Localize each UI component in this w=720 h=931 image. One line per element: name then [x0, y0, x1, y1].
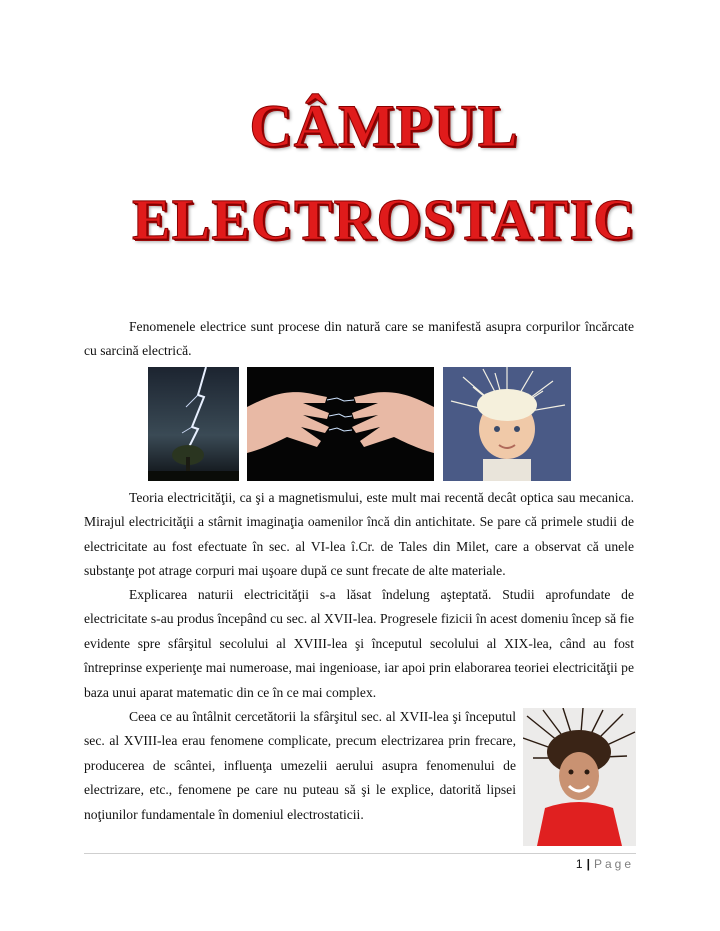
lightning-tree-image — [148, 367, 239, 481]
baby-static-hair-image — [443, 367, 571, 481]
paragraph-history: Teoria electricităţii, ca şi a magnetismului, este mult mai recentă decât optica sau mecanica. Mirajul electricităţii a stârnit imaginaţia oamenilor încă din antichitate. Se pare că primele studii de electricitate au fost efectuate în sec. al VI-lea î.Cr. de Tales din Milet, care a observat că unele substanţe pot atrage corpuri mai uşoare după ce sunt frecate de alte materiale. — [84, 490, 634, 579]
title-line-1: CÂMPUL — [249, 93, 519, 159]
paragraph-intro: Fenomenele electrice sunt procese din natură care se manifestă asupra corpurilor încărcate cu sarcină electrică. — [84, 319, 634, 359]
page-footer — [576, 857, 634, 871]
footer-divider — [84, 853, 636, 854]
footer-separator: | — [586, 857, 590, 871]
hands-spark-image — [247, 367, 434, 481]
girl-static-hair-image — [523, 708, 636, 846]
page-label: Page — [593, 857, 634, 871]
paragraph-researchers: Ceea ce au întâlnit cercetătorii la sfârşitul sec. al XVII-lea şi începutul sec. al XVIII-lea erau fenomene complicate, precum electrizarea prin frecare, producerea de scântei, influenţa umezelii aerului asupra fenomenului de electrizare, etc., fenomene pe care nu puteau să şi le explice, datorită lipsei noţiunilor fundamentale în domeniul electrostaticii. — [84, 709, 516, 822]
paragraph-nature: Explicarea naturii electricităţii s-a lăsat îndelung aşteptată. Studii aprofundate de electricitate s-au produs începând cu sec. al XVII-lea. Progresele fizicii în acest domeniu încep să fie evidente spre sfârşitul secolului al XVIII-lea şi începutul secolului al XIX-lea, când au fost întreprinse experienţe mai numeroase, mai ingenioase, iar apoi prin elaborarea teoriei electricităţii pe baza unui aparat matematic din ce în ce mai complex. — [84, 587, 634, 700]
page-number: 1 — [575, 857, 583, 871]
title-line-2: ELECTROSTATIC — [132, 187, 636, 252]
